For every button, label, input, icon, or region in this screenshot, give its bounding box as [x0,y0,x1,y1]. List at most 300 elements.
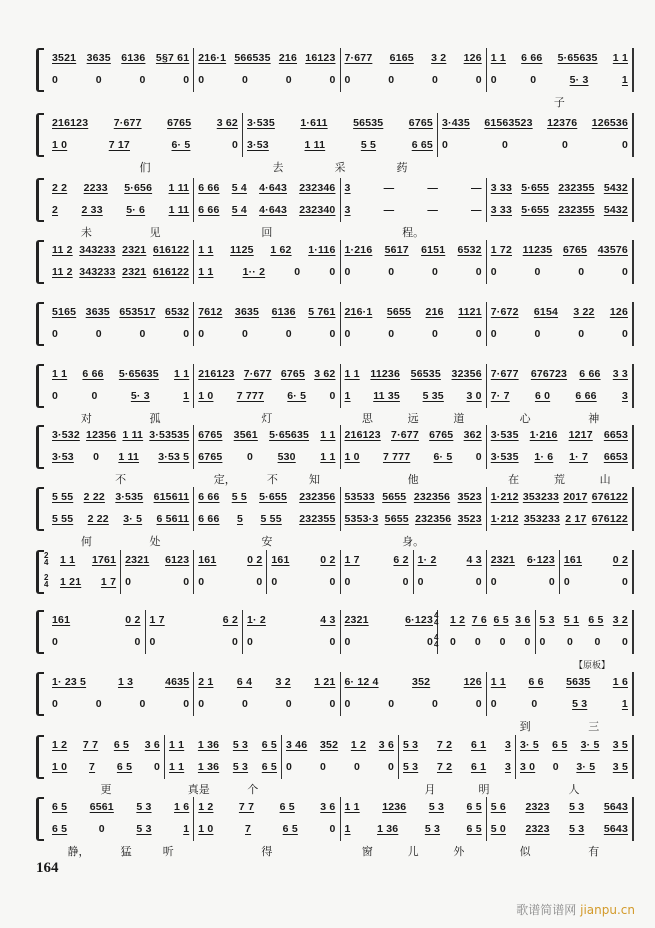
beat-notes: 7 17 [108,139,130,151]
beat-notes: 232356 [413,491,451,503]
beat-notes: — [383,182,395,194]
lyric-word: 回 [261,226,273,239]
beat-notes: 3 3 [612,368,628,380]
beat-notes: 0 [387,761,394,773]
beat-notes: 0 [95,698,102,710]
melody-line [540,614,629,626]
accompaniment-line [52,390,189,402]
beat-notes: 53533 [344,491,375,503]
beat-notes: 0 [402,576,409,588]
melody-line [198,52,335,64]
beat-notes: 5655 [382,491,407,503]
beat-notes: 5 35 [422,390,444,402]
system-bracket [36,113,44,157]
beat-notes: 3 0 [466,390,482,402]
beat-notes: 7 777 [382,451,411,463]
lyrics-line [345,224,482,240]
lyric-word: 们 [139,161,151,174]
accompaniment-line [345,513,482,525]
beat-notes: 5 55 [52,491,74,503]
lyric-word: 在 [508,473,520,486]
melody-line [345,801,482,813]
watermark [516,901,635,918]
lyrics-line [345,533,482,549]
melody-line [491,676,628,688]
accompaniment-line [169,761,277,773]
beat-notes: 6165 [389,52,414,64]
melody-line [198,676,335,688]
lyric-word: 到 [519,720,531,733]
beat-notes: 7 2 [436,739,453,751]
beat-notes: 5· 3 [569,74,589,86]
beat-notes: 0 [561,139,569,151]
beat-notes: 3 0 [520,761,536,773]
lyrics-line [491,471,628,487]
accompaniment-line [150,636,239,648]
melody-line [403,739,511,751]
beat-notes: 3·53535 [149,429,190,441]
beat-notes: 0 [594,636,601,648]
beat-notes: 4·643 [259,182,287,194]
beat-notes: 616122 [152,244,190,256]
beat-notes: 0 2 [247,554,263,566]
beat-notes: 6 5 [282,823,298,835]
beat-notes: 232355 [299,513,336,525]
beat-notes: 3 [504,739,511,751]
beat-notes: 2321 [122,266,147,278]
beat-notes: 0 [198,74,205,86]
beat-notes: 0 [329,328,336,340]
beat-notes: 6123 [165,554,190,566]
score-system [36,610,634,654]
lyric-word: 孤 [149,412,161,425]
beat-notes: 1 0 [198,823,214,835]
lyrics-line [491,718,628,734]
lyrics-line [52,224,189,240]
beat-notes: 3 [621,390,628,402]
beat-notes: 5· 6 [126,204,146,216]
melody-line [198,244,335,256]
lyric-word: 外 [453,845,465,858]
beat-notes: — [427,182,439,194]
beat-notes: 5 3 [403,761,419,773]
beat-notes: 1 2 [350,739,367,751]
beat-notes: 0 [329,823,336,835]
melody-line [491,368,628,380]
beat-notes: 0 [198,698,205,710]
watermark-site: jianpu.cn [580,903,635,917]
beat-notes: 1 3 [117,676,134,688]
beat-notes: 6 2 [393,554,409,566]
beat-notes: 0 [501,139,509,151]
beat-notes: 1 1 [52,368,68,380]
beat-notes: 2 [52,204,59,216]
beat-notes: 0 [490,576,497,588]
beat-notes: 126 [609,306,628,318]
beat-notes: 0 [231,636,238,648]
accompaniment-line [198,513,335,525]
accompaniment-line [491,74,628,86]
beat-notes: 11236 [370,368,400,380]
beat-notes: 0 [431,74,439,86]
beat-notes: 6 1 [470,761,487,773]
melody-line [52,306,189,318]
beat-notes: 4635 [165,676,190,688]
beat-notes: 1 2 [450,614,466,626]
lyrics-line [52,781,160,797]
beat-notes: 3 [344,182,351,194]
lyrics-line [491,94,628,110]
measure [536,610,635,654]
beat-notes: 566535 [234,52,271,64]
measure [341,240,487,284]
beat-notes: 216·1 [344,306,373,318]
beat-notes: 2 22 [83,491,105,503]
beat-notes: 216·1 [198,52,227,64]
beat-notes: 161 [198,554,217,566]
lyrics-line [491,843,628,859]
beat-notes: 7 [245,823,252,835]
accompaniment-line [345,823,482,835]
melody-line [345,52,482,64]
melody-line [345,306,482,318]
beat-notes: 5 761 [308,306,336,318]
beat-notes: 3 33 [490,182,512,194]
beat-notes: 5 4 [231,182,247,194]
beat-notes: 11 2 [52,266,73,278]
beat-notes: 0 [578,328,585,340]
accompaniment-line [491,390,628,402]
beat-notes: 0 [621,636,628,648]
beat-notes: 352 [412,676,431,688]
measure [341,610,439,654]
beat-notes: 0 [285,698,292,710]
melody-line [52,244,189,256]
beat-notes: 2321 [490,554,515,566]
lyrics-line [403,781,511,797]
beat-notes: 2 2 [52,182,68,194]
beat-notes: 0 [344,576,351,588]
beat-notes: 216 [278,52,298,64]
beat-notes: 161 [563,554,582,566]
beat-notes: 6· 5 [171,139,191,151]
measure [341,672,487,716]
measure [434,610,536,654]
melody-line [345,182,482,194]
beat-notes: 0 [139,74,146,86]
measure [267,550,340,594]
beat-notes: 6 66 [82,368,104,380]
lyrics-line [198,471,335,487]
beat-notes: 0 [149,636,156,648]
measure [194,364,340,425]
accompaniment-line [198,204,335,216]
lyrics-line [198,224,335,240]
accompaniment-line [52,451,189,463]
measure [487,487,634,531]
beat-notes: 530 [277,451,296,463]
beat-notes: 353233 [523,513,561,525]
beat-notes: 0 [319,761,327,773]
measure [48,48,194,92]
beat-notes: 6 5 [52,823,68,835]
beat-notes: 6765 [408,117,433,129]
beat-notes: 1 11 [118,451,140,463]
measure [48,425,194,486]
accompaniment-line [345,451,482,463]
beat-notes: 1 62 [270,244,292,256]
beat-notes: 0 [153,761,160,773]
beat-notes: 353233 [522,491,560,503]
measure [516,735,634,796]
beat-notes: 5643 [603,801,628,813]
beat-notes: 1125 [230,244,254,256]
beat-notes: 7 777 [236,390,264,402]
melody-line [491,429,628,441]
beat-notes: 0 [52,328,59,340]
beat-notes: 1· 2 [417,554,437,566]
beat-notes: 3·53 [247,139,269,151]
beat-notes: 1 11 [122,429,144,441]
beat-notes: 4·643 [259,204,287,216]
beat-notes: 0 2 [320,554,336,566]
lyrics-line [198,410,335,426]
lyric-word: 不 [115,473,127,486]
lyric-word: 有 [588,845,600,858]
lyric-word: 真是 [187,783,210,796]
beat-notes: 2 17 [565,513,587,525]
accompaniment-line [418,576,482,588]
beat-notes: 0 [475,698,482,710]
beat-notes: 5·655 [521,182,550,194]
accompaniment-line [442,139,628,151]
melody-line [564,554,628,566]
watermark-text: 歌谱简谱网 [516,903,577,917]
beat-notes: 3·535 [247,117,275,129]
beat-notes: 16123 [305,52,336,64]
beat-notes: 5 1 [563,614,580,626]
beat-notes: 6 6 [528,676,544,688]
beat-notes: 0 [241,698,249,710]
beat-notes: 1 [183,823,190,835]
beat-notes: 126 [463,52,482,64]
beat-notes: — [471,182,482,194]
beat-notes: 2321 [344,614,369,626]
beat-notes: 0 [431,328,439,340]
measure [48,364,194,425]
beat-notes: 3 2 [431,52,447,64]
melody-line [125,554,189,566]
beat-notes: 6 5 [113,739,130,751]
beat-notes: 0 [621,328,628,340]
beat-notes: 216123 [52,117,89,129]
beat-notes: 5·655 [521,204,550,216]
beat-notes: 6 66 [198,182,220,194]
beat-notes: 1·216 [529,429,558,441]
beat-notes: 5 3 [569,801,585,813]
melody-line [450,614,531,626]
measure [487,240,634,284]
accompaniment-line [198,451,335,463]
beat-notes: 3 46 [286,739,308,751]
beat-notes: 232355 [558,204,595,216]
beat-notes: 0 [621,576,628,588]
accompaniment-line [198,328,335,340]
system-bracket [36,178,44,222]
lyric-word: 定， [213,473,236,486]
beat-notes: 4 3 [320,614,336,626]
beat-notes: 5 3 [232,739,249,751]
beat-notes: 6765 [167,117,192,129]
beat-notes: 0 [552,761,559,773]
beat-notes: 6 5 [588,614,604,626]
lyric-word: 知 [308,473,320,486]
lyric-word: 更 [100,783,112,796]
beat-notes: 5 3 [136,801,152,813]
beat-notes: 0 [329,74,336,86]
melody-line [345,676,482,688]
beat-notes: 6 66 [198,204,220,216]
beat-notes: 0 [548,576,555,588]
beat-notes: 0 [475,451,482,463]
beat-notes: 1 11 [304,139,326,151]
beat-notes: 2321 [125,554,150,566]
beat-notes: 1 21 [60,576,82,588]
beat-notes: 2323 [525,823,550,835]
beat-notes: 1 1 [169,739,185,751]
beat-notes: 616122 [152,266,190,278]
beat-notes: 216123 [198,368,235,380]
measure [194,302,340,346]
melody-line [491,491,628,503]
beat-notes: 6 66 [579,368,601,380]
accompaniment-line [52,761,160,773]
beat-notes: 1 1 [174,368,190,380]
lyrics-line [198,533,335,549]
beat-notes: 161 [271,554,290,566]
accompaniment-line [247,139,433,151]
beat-notes: 5·65635 [118,368,159,380]
measure [487,661,634,733]
beat-notes: 0 [183,576,190,588]
measure [341,364,487,425]
beat-notes: 1 1 [344,368,360,380]
beat-notes: 1 [183,390,190,402]
melody-line [52,676,189,688]
beat-notes: 0 [344,328,351,340]
beat-notes: 3· 5 [580,739,600,751]
accompaniment-line [52,204,189,216]
beat-notes: 6· 5 [287,390,307,402]
accompaniment-line [198,823,335,835]
melody-line [345,614,434,626]
beat-notes: 0 [388,266,395,278]
accompaniment-line [52,698,189,710]
beat-notes: 126 [463,676,482,688]
beat-notes: 1 1 [320,451,336,463]
beat-notes: 1 7 [344,554,360,566]
lyric-word: 三 [588,720,600,733]
beat-notes: 653517 [119,306,156,318]
beat-notes: 5655 [384,513,409,525]
system-bracket [36,735,44,779]
melody-line [52,182,189,194]
beat-notes: 3 22 [573,306,595,318]
tempo-marker: 【原板】 [573,661,610,671]
beat-notes: 0 [93,451,100,463]
accompaniment-line [52,513,189,525]
beat-notes: 6 0 [534,390,551,402]
beat-notes: 1 7 [100,576,117,588]
beat-notes: 3· 5 [576,761,596,773]
beat-notes: 3 6 [515,614,531,626]
beat-notes: 1·216 [344,244,373,256]
beat-notes: 3·53 5 [158,451,190,463]
beat-notes: 1 11 [168,182,190,194]
accompaniment-line [60,576,116,588]
beat-notes: 6 5 [279,801,295,813]
accompaniment-line [247,636,336,648]
measure [48,672,194,716]
score-system [36,302,634,346]
measure [487,550,560,594]
beat-notes: 32356 [451,368,482,380]
beat-notes: 0 [475,266,482,278]
beat-notes: 5 55 [260,513,282,525]
beat-notes: 6· 12 4 [344,676,379,688]
score-system [36,797,634,858]
measure [487,178,634,222]
beat-notes: 0 [329,390,336,402]
score-system [36,550,634,594]
beat-notes: 1 36 [377,823,399,835]
beat-notes: 0 [256,576,263,588]
lyric-word: 子 [553,96,565,109]
lyric-word: 猛 [120,845,132,858]
melody-line [491,554,555,566]
beat-notes: 126536 [591,117,628,129]
beat-notes: 0 [247,636,254,648]
measure [487,48,634,109]
beat-notes: 3 62 [314,368,336,380]
beat-notes: 0 [531,698,538,710]
measure [194,550,267,594]
beat-notes: 6·123 [527,554,555,566]
beat-notes: 1 36 [197,739,220,751]
accompaniment-line [345,698,482,710]
melody-line [442,117,628,129]
beat-notes: 1 1 [320,429,336,441]
beat-notes: 0 [95,74,102,86]
lyric-word: 儿 [407,845,419,858]
beat-notes: 7 [89,761,96,773]
beat-notes: 3 6 [144,739,160,751]
system-bracket [36,302,44,346]
beat-notes: 1 0 [52,139,68,151]
score-system [36,178,634,239]
beat-notes: 0 [490,266,497,278]
melody-line [345,368,482,380]
beat-notes: 216 [425,306,444,318]
beat-notes: 7· 7 [490,390,510,402]
measure [48,113,243,174]
beat-notes: 0 [566,636,574,648]
beat-notes: 3 62 [216,117,238,129]
beat-notes: 0 [563,576,570,588]
beat-notes: 5643 [603,823,628,835]
beat-notes: 5§7 61 [155,52,190,64]
beat-notes: 1 1 [198,266,214,278]
